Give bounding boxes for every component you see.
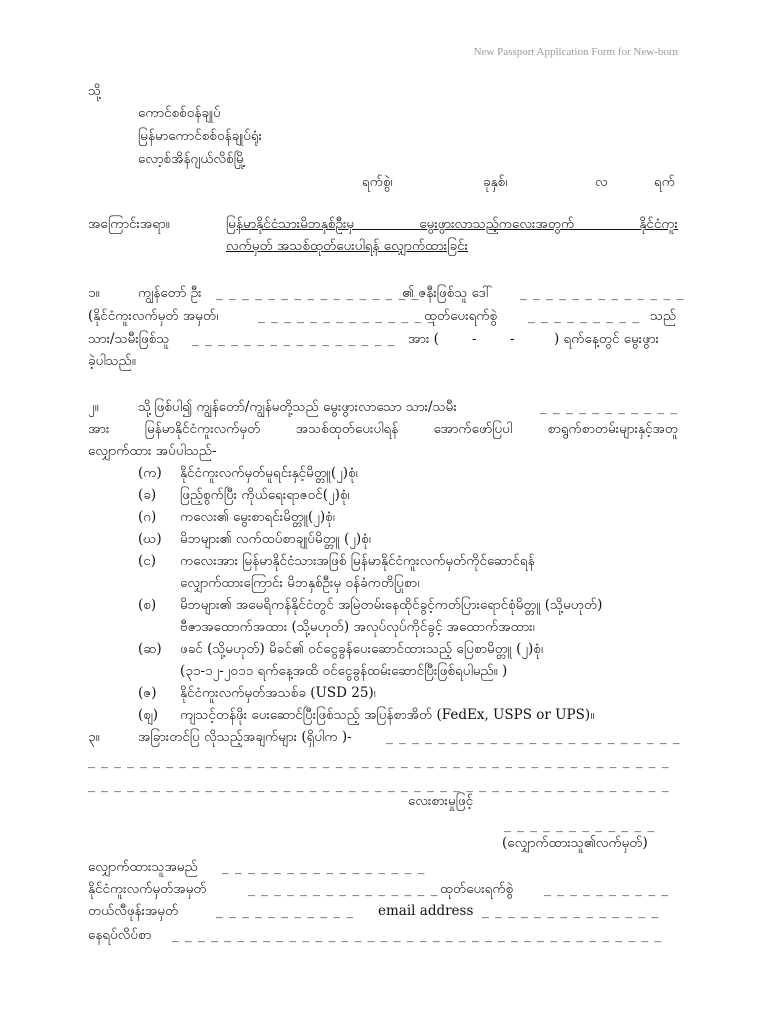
applicant-passport-field[interactable]: _ _ _ _ _ _ _ _ _ _ _ _ _ _ _ [248,881,439,897]
date-label-month: လ [595,174,608,190]
email-field[interactable]: _ _ _ _ _ _ _ _ _ _ _ _ _ _ [482,903,660,919]
to-label: သို့ [88,83,102,99]
applicant-issue-field[interactable]: _ _ _ _ _ _ _ _ _ _ [544,881,670,897]
address-line-1: ကောင်စစ်ဝန်ချုပ် [138,105,221,121]
item-text: နိုင်ငံကူးလက်မှတ်မူရင်းနှင့်မိတ္တူ(၂)စုံ၊ [180,465,358,481]
applicant-name-label: လျှောက်ထားသူအမည် [88,859,198,875]
item-mark: (ဂ) [138,509,157,525]
closing-respect: လေးစားမှုဖြင့် [408,793,474,809]
applicant-issue-label: ထုတ်ပေးရက်စွဲ [440,881,514,897]
address-label: နေရပ်လိပ်စာ [88,927,152,943]
page-header: New Passport Application Form for New-born [473,46,678,58]
para1-passport-label: (နိုင်ငံကူးလက်မှတ် အမှတ်၊ [88,308,219,324]
address-line-3: လော့စ်အိန်ဂျယ်လိစ်မြို့ [138,151,246,167]
phone-field[interactable]: _ _ _ _ _ _ _ _ _ _ _ [216,903,355,919]
signature-field[interactable]: _ _ _ _ _ _ _ _ _ _ _ _ [504,817,656,833]
para3-number: ၃။ [88,729,100,745]
date-label-date: ရက်စွဲ၊ [362,174,393,190]
child-name-field[interactable]: _ _ _ _ _ _ _ _ _ _ _ _ _ _ _ _ [192,331,396,347]
para1-dob-close: ) ရက်နေ့တွင် မွေးဖွား [554,331,659,347]
address-field[interactable]: _ _ _ _ _ _ _ _ _ _ _ _ _ _ _ _ _ _ _ _ _ _ _ _ _ _ _ _ _ _ _ _ _ _ _ _ _ _ [172,927,663,943]
item-mark: (င) [138,553,157,569]
other-info-field-1[interactable]: _ _ _ _ _ _ _ _ _ _ _ _ _ _ _ _ _ _ _ _ _ _ _ [386,729,681,745]
applicant-passport-label: နိုင်ငံကူးလက်မှတ်အမှတ် [88,881,207,897]
para2-number: ၂။ [88,399,99,415]
para1-suffix: သည် [650,308,677,324]
para1-wife-label: ၏ ဇနီးဖြစ်သူ ဒေါ် [402,285,492,301]
parent-issue-date-field[interactable]: _ _ _ _ _ _ _ _ _ [528,308,641,324]
item-mark: (က) [138,465,162,481]
item-text: ဖြည့်စွက်ပြီး ကိုယ်ရေးရာဇဝင်(၂)စုံ၊ [180,487,350,503]
para1-dob-open: အား ( [408,331,439,347]
item-mark: (ဇ) [138,685,157,701]
para1-end: ခဲ့ပါသည်။ [88,353,136,369]
item-text: နိုင်ငံကူးလက်မှတ်အသစ်ခ (USD 25)၊ [180,685,376,701]
para2-line-2: အား မြန်မာနိုင်ငံကူးလက်မှတ် အသစ်ထုတ်ပေးပါရန် အောက်ဖော်ပြပါ စာရွက်စာတမ်းများနှင့်အတူ [88,421,678,437]
item-text: ကျသင့်တန်ဖိုး ပေးဆောင်ပြီးဖြစ်သည့် အပြန်စာအိတ် (FedEx, USPS or UPS)။ [180,707,595,723]
subject-line-2: လက်မှတ် အသစ်ထုတ်ပေးပါရန် လျှောက်ထားခြင်း [226,238,468,254]
date-label-year: ခုနှစ်၊ [483,174,508,190]
subject-label: အကြောင်းအရာ။ [88,216,170,232]
item-text: ကလေးအား မြန်မာနိုင်ငံသားအဖြစ် မြန်မာနိုင်ငံကူးလက်မှတ်ကိုင်ဆောင်ရန် [180,553,535,569]
address-line-2: မြန်မာကောင်စစ်ဝန်ချုပ်ရုံး [138,128,263,144]
date-label-day: ရက် [654,174,675,190]
signature-label: (လျှောက်ထားသူ၏လက်မှတ်) [502,835,648,851]
item-text-cont: လျှောက်ထားကြောင်း မိဘနှစ်ဦးမှ ဝန်ခံကတိပြုစာ၊ [180,575,420,591]
email-label: email address [378,903,474,919]
item-text: မိဘများ၏ အမေရိကန်နိုင်ငံတွင် အမြဲတမ်းနေထိုင်ခွင့်ကတ်ပြားရောင်စုံမိတ္တူ (သို့မဟုတ်) [180,597,603,613]
other-info-field-3[interactable]: _ _ _ _ _ _ _ _ _ _ _ _ _ _ _ _ _ _ _ _ _ _ _ _ _ _ _ _ _ _ _ _ _ _ _ _ _ _ _ _ _ _ _ _ _ [88,777,670,793]
wife-name-field[interactable]: _ _ _ _ _ _ _ _ _ _ _ _ _ [520,285,685,301]
para1-dob-sep-2: - [510,331,515,347]
para2-child-field[interactable]: _ _ _ _ _ _ _ _ _ _ _ [540,399,679,415]
para3-label: အခြားတင်ပြ လိုသည့်အချက်များ (ရှိပါက )- [138,729,352,745]
item-mark: (ဈ) [138,707,159,723]
item-text-cont: ဗီဇာအထောက်အထား (သို့မဟုတ်) အလုပ်လုပ်ကိုင်ခွင့် အထောက်အထား၊ [180,619,535,635]
applicant-name-field[interactable]: _ _ _ _ _ _ _ _ _ _ _ _ _ _ _ _ [222,859,426,875]
item-mark: (ခ) [138,487,157,503]
phone-label: တယ်လီဖုန်းအမှတ် [88,903,179,919]
subject-line-1: မြန်မာနိုင်ငံသားမိဘနှစ်ဦးမှ မွေးဖွားလာသည့်ကလေးအတွက် နိုင်ငံကူး [226,216,678,232]
item-mark: (ဆ) [138,641,162,657]
para1-number: ၁။ [88,285,100,301]
item-mark: (ဃ) [138,531,162,547]
item-text-cont: (၃၁-၁၂-၂၀၁၁ ရက်နေ့အထိ ဝင်ငွေခွန်ထမ်းဆောင်ပြီးဖြစ်ရပါမည်။ ) [180,663,508,679]
para1-husband-label: ကျွန်တော် ဦး [138,285,202,301]
para1-dob-sep-1: - [472,331,477,347]
item-mark: (စ) [138,597,157,613]
item-text: မိဘများ၏ လက်ထပ်စာချုပ်မိတ္တူ (၂)စုံ၊ [180,531,371,547]
other-info-field-2[interactable]: _ _ _ _ _ _ _ _ _ _ _ _ _ _ _ _ _ _ _ _ _ _ _ _ _ _ _ _ _ _ _ _ _ _ _ _ _ _ _ _ _ _ _ _ _ [88,753,670,769]
para2-line-1: သို့ဖြစ်ပါ၍ ကျွန်တော်/ကျွန်မတို့သည် မွေးဖွားလာသော သား/သမီး [138,399,457,415]
parent-passport-field[interactable]: _ _ _ _ _ _ _ _ _ _ _ _ _ _ [258,308,436,324]
husband-name-field[interactable]: _ _ _ _ _ _ _ _ _ _ _ _ _ _ _ _ [216,285,420,301]
item-text: ကလေး၏ မွေးစာရင်းမိတ္တူ(၂)စုံ၊ [180,509,335,525]
item-text: ဖခင် (သို့မဟုတ်) မိခင်၏ ဝင်ငွေခွန်ပေးဆောင်ထားသည့် ပြေစာမိတ္တူ (၂)စုံ၊ [180,641,544,657]
para2-line-3: လျှောက်ထား အပ်ပါသည်- [88,443,217,459]
para1-issue-label: ထုတ်ပေးရက်စွဲ [424,308,498,324]
para1-child-label: သား/သမီးဖြစ်သူ [88,331,170,347]
